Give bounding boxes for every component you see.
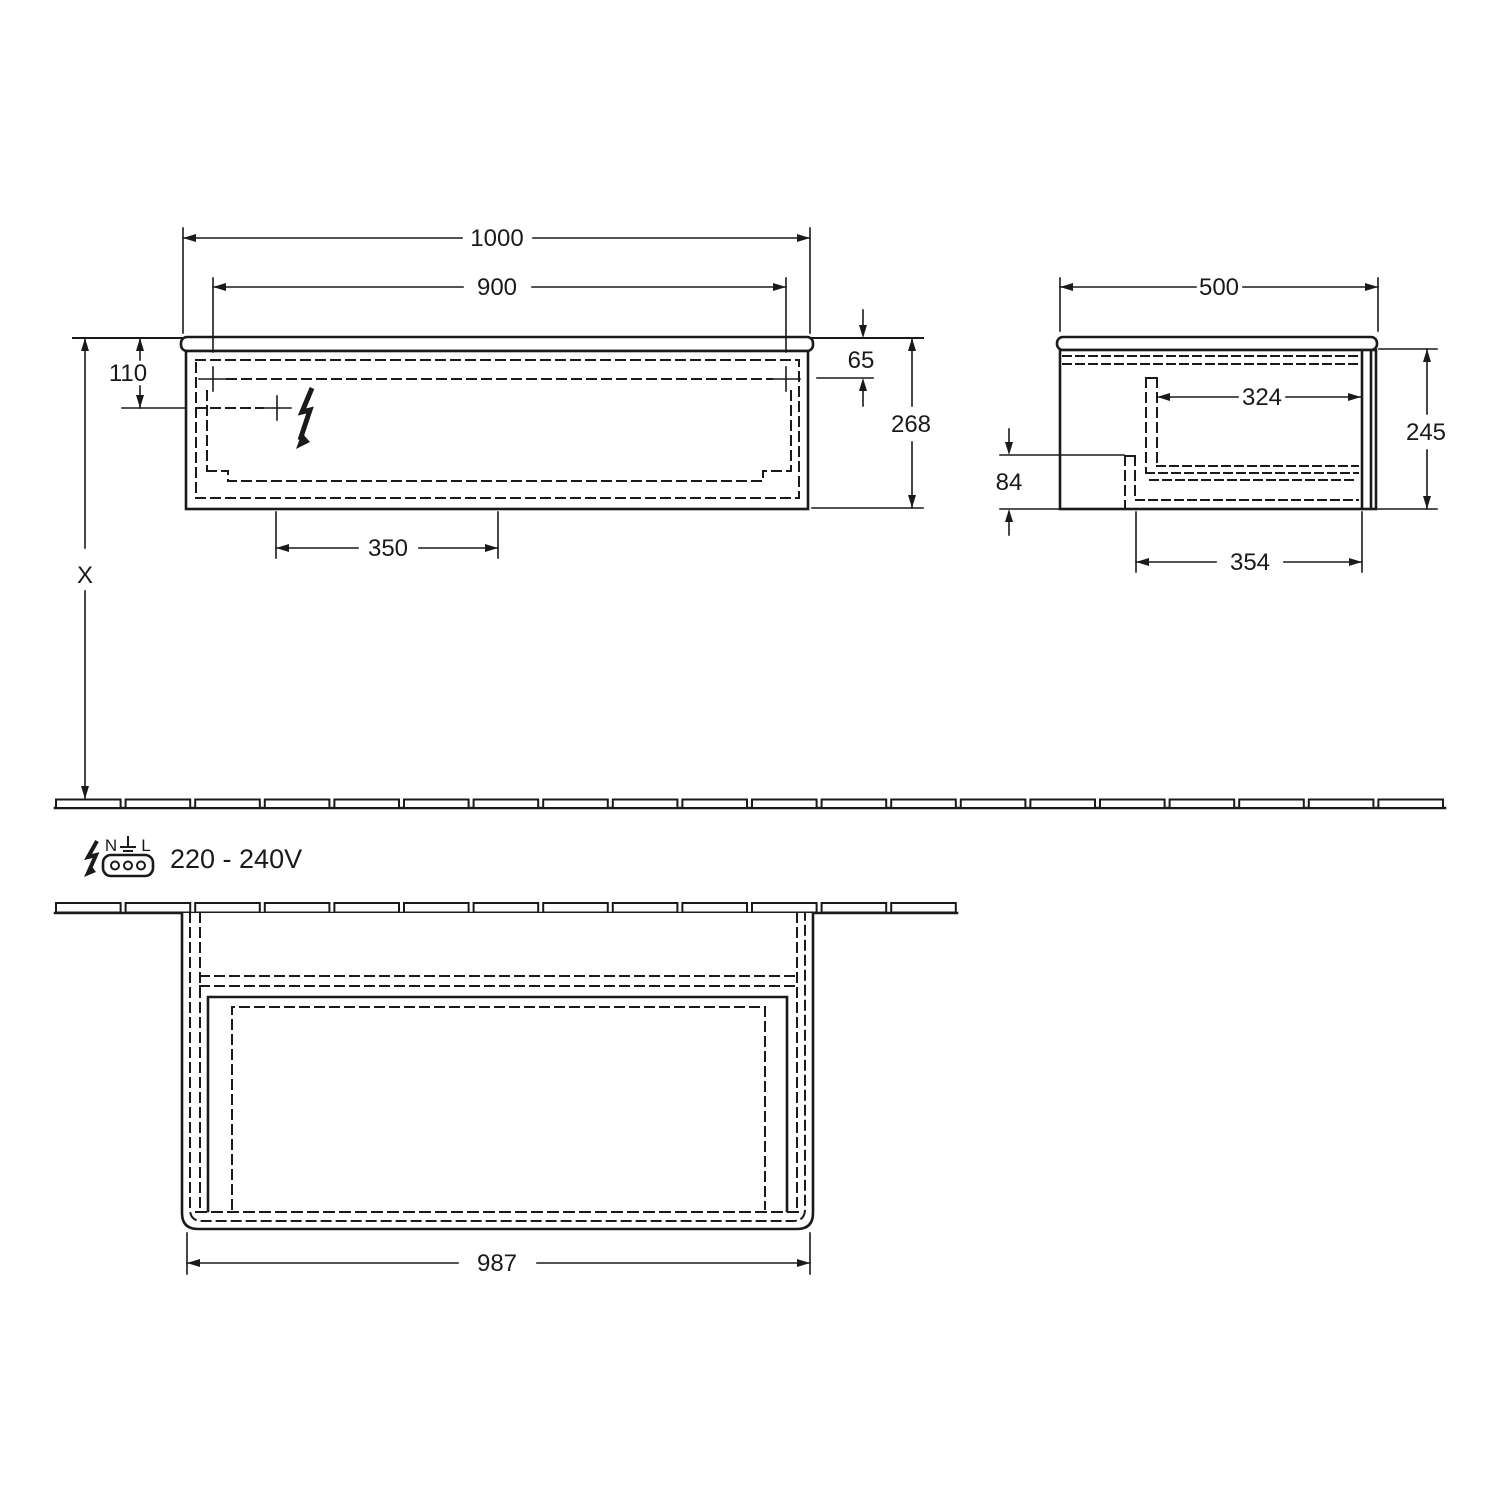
lightning-bolt-small-icon bbox=[84, 841, 97, 877]
dim-label-350: 350 bbox=[367, 535, 409, 562]
plan-view bbox=[182, 913, 813, 1277]
dim-wall-height-x bbox=[77, 338, 93, 799]
dim-label-268: 268 bbox=[890, 411, 932, 438]
countertop-side bbox=[1057, 337, 1377, 350]
dim-front-top-offset bbox=[109, 338, 147, 408]
side-view bbox=[996, 274, 1446, 576]
dim-front-drain-offset bbox=[276, 512, 498, 562]
dim-label-1000: 1000 bbox=[470, 225, 524, 252]
dim-label-245: 245 bbox=[1405, 419, 1447, 446]
ground-symbol-icon bbox=[121, 837, 135, 855]
dim-label-900: 900 bbox=[476, 274, 518, 301]
front-view bbox=[73, 225, 931, 799]
dim-label-324: 324 bbox=[1241, 384, 1283, 411]
dim-label-500: 500 bbox=[1198, 274, 1240, 301]
dim-plan-width bbox=[187, 1233, 810, 1277]
dim-label-65: 65 bbox=[847, 347, 875, 374]
wall-section-lower bbox=[55, 903, 957, 913]
dim-side-bottom-gap bbox=[996, 429, 1023, 535]
cabinet-body-side bbox=[1060, 350, 1376, 509]
cabinet-body-front bbox=[186, 351, 808, 509]
terminal-n-label: N bbox=[104, 836, 118, 855]
dim-side-body-height bbox=[1378, 349, 1446, 509]
dim-label-x: X bbox=[76, 562, 94, 589]
dim-label-354: 354 bbox=[1229, 549, 1271, 576]
electrical-spec bbox=[84, 836, 302, 877]
dim-label-110: 110 bbox=[108, 360, 148, 387]
power-socket-icon bbox=[103, 855, 153, 876]
dim-side-drawer-depth bbox=[1136, 512, 1362, 576]
wall-bricks-lower bbox=[56, 903, 956, 913]
dim-label-987: 987 bbox=[476, 1250, 518, 1277]
dim-label-84: 84 bbox=[995, 469, 1023, 496]
plan-outer-contour bbox=[182, 913, 813, 1229]
voltage-label: 220 - 240V bbox=[170, 844, 303, 874]
countertop-front bbox=[181, 337, 813, 351]
dim-side-depth bbox=[1060, 274, 1378, 331]
terminal-l-label: L bbox=[141, 836, 151, 855]
dim-front-panel-gap bbox=[817, 310, 874, 406]
wall-section-upper bbox=[55, 800, 1445, 809]
